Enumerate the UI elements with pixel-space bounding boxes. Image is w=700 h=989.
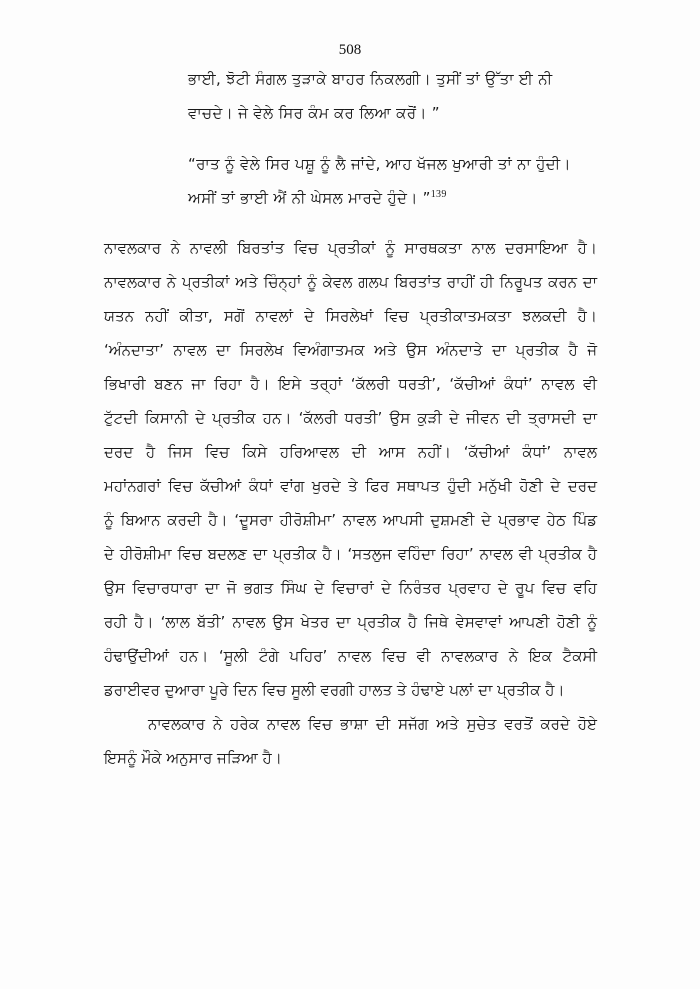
text-line: ਨੂੰ ਬਿਆਨ ਕਰਦੀ ਹੈ। ‘ਦੂਸਰਾ ਹੀਰੋਸ਼ੀਮਾ’ ਨਾਵਲ ਆਪਸੀ ਦੁਸ਼ਮਣੀ ਦੇ ਪ੍ਰਭਾਵ ਹੇਠ ਪਿੰਡ	[104, 511, 597, 529]
paragraph-2	[104, 707, 597, 775]
paragraph-1	[104, 231, 597, 707]
quote-line-with-footnote	[188, 181, 598, 215]
body-text	[104, 231, 597, 775]
text-line: ਉਸ ਵਿਚਾਰਧਾਰਾ ਦਾ ਜੋ ਭਗਤ ਸਿੰਘ ਦੇ ਵਿਚਾਰਾਂ ਦੇ ਨਿਰੰਤਰ ਪ੍ਰਵਾਹ ਦੇ ਰੂਪ ਵਿਚ ਵਹਿ	[104, 579, 597, 597]
text-line: ਭਿਖਾਰੀ ਬਣਨ ਜਾ ਰਿਹਾ ਹੈ। ਇਸੇ ਤਰ੍ਹਾਂ ‘ਕੱਲਰੀ ਧਰਤੀ’, ‘ਕੱਚੀਆਂ ਕੰਧਾਂ’ ਨਾਵਲ ਵੀ	[104, 375, 597, 393]
text-line: ਨਾਵਲਕਾਰ ਨੇ ਨਾਵਲੀ ਬਿਰਤਾਂਤ ਵਿਚ ਪ੍ਰਤੀਕਾਂ ਨੂੰ ਸਾਰਥਕਤਾ ਨਾਲ ਦਰਸਾਇਆ ਹੈ।	[104, 239, 597, 257]
text-line: ਮਹਾਂਨਗਰਾਂ ਵਿਚ ਕੱਚੀਆਂ ਕੰਧਾਂ ਵਾਂਗ ਖੁਰਦੇ ਤੇ ਫਿਰ ਸਥਾਪਤ ਹੁੰਦੀ ਮਨੁੱਖੀ ਹੋਣੀ ਦੇ ਦਰਦ	[104, 477, 597, 495]
quote-line: ਭਾਈ, ਝੋਟੀ ਸੰਗਲ ਤੁੜਾਕੇ ਬਾਹਰ ਨਿਕਲਗੀ। ਤੁਸੀਂ ਤਾਂ ਉੱਤਾ ਈ ਨੀ	[188, 70, 553, 88]
quote-line-text: ਅਸੀਂ ਤਾਂ ਭਾਈ ਐਂ ਨੀ ਘੇਸਲ ਮਾਰਦੇ ਹੁੰਦੇ। ”	[188, 189, 431, 207]
text-line: ਨਾਵਲਕਾਰ ਨੇ ਹਰੇਕ ਨਾਵਲ ਵਿਚ ਭਾਸ਼ਾ ਦੀ ਸਜੱਗ ਅਤੇ ਸੁਚੇਤ ਵਰਤੋਂ ਕਰਦੇ ਹੋਏ	[148, 715, 597, 733]
text-line: ਯਤਨ ਨਹੀਂ ਕੀਤਾ, ਸਗੋਂ ਨਾਵਲਾਂ ਦੇ ਸਿਰਲੇਖਾਂ ਵਿਚ ਪ੍ਰਤੀਕਾਤਮਕਤਾ ਝਲਕਦੀ ਹੈ।	[104, 307, 597, 325]
page-number: 508	[338, 42, 362, 58]
text-line: ਰਹੀ ਹੈ। ‘ਲਾਲ ਬੱਤੀ’ ਨਾਵਲ ਉਸ ਖੇਤਰ ਦਾ ਪ੍ਰਤੀਕ ਹੈ ਜਿਥੇ ਵੇਸਵਾਵਾਂ ਆਪਣੀ ਹੋਣੀ ਨੂੰ	[104, 613, 597, 631]
footnote-reference: 139	[430, 189, 447, 200]
quote-block-2	[188, 147, 598, 215]
text-line: ਨਾਵਲਕਾਰ ਨੇ ਪ੍ਰਤੀਕਾਂ ਅਤੇ ਚਿੰਨ੍ਹਾਂ ਨੂੰ ਕੇਵਲ ਗਲਪ ਬਿਰਤਾਂਤ ਰਾਹੀਂ ਹੀ ਨਿਰੂਪਤ ਕਰਨ ਦਾ	[104, 273, 597, 291]
quote-line: ਵਾਚਦੇ। ਜੇ ਵੇਲੇ ਸਿਰ ਕੰਮ ਕਰ ਲਿਆ ਕਰੋਂ। ”	[188, 104, 440, 122]
text-line: ਦਰਦ ਹੈ ਜਿਸ ਵਿਚ ਕਿਸੇ ਹਰਿਆਵਲ ਦੀ ਆਸ ਨਹੀਂ। ‘ਕੱਚੀਆਂ ਕੰਧਾਂ’ ਨਾਵਲ	[104, 443, 597, 461]
text-line: ਇਸਨੂੰ ਮੌਕੇ ਅਨੁਸਾਰ ਜੜਿਆ ਹੈ।	[104, 749, 282, 767]
quote-line: “ਰਾਤ ਨੂੰ ਵੇਲੇ ਸਿਰ ਪਸ਼ੂ ਨੂੰ ਲੈ ਜਾਂਦੇ, ਆਹ ਖੱਜਲ ਖੁਆਰੀ ਤਾਂ ਨਾ ਹੁੰਦੀ।	[188, 155, 571, 173]
text-line: ਟੁੱਟਦੀ ਕਿਸਾਨੀ ਦੇ ਪ੍ਰਤੀਕ ਹਨ। ‘ਕੱਲਰੀ ਧਰਤੀ’ ਉਸ ਕੁੜੀ ਦੇ ਜੀਵਨ ਦੀ ਤ੍ਰਾਸਦੀ ਦਾ	[104, 409, 597, 427]
text-line: ਡਰਾਈਵਰ ਦੁਆਰਾ ਪੂਰੇ ਦਿਨ ਵਿਚ ਸੂਲੀ ਵਰਗੀ ਹਾਲਤ ਤੇ ਹੰਢਾਏ ਪਲਾਂ ਦਾ ਪ੍ਰਤੀਕ ਹੈ।	[104, 681, 565, 699]
quote-block-1	[188, 62, 598, 130]
text-line: ਹੰਢਾਉਂਦੀਆਂ ਹਨ। ‘ਸੂਲੀ ਟੰਗੇ ਪਹਿਰ’ ਨਾਵਲ ਵਿਚ ਵੀ ਨਾਵਲਕਾਰ ਨੇ ਇਕ ਟੈਕਸੀ	[104, 647, 597, 665]
text-line: ਦੇ ਹੀਰੋਸ਼ੀਮਾ ਵਿਚ ਬਦਲਣ ਦਾ ਪ੍ਰਤੀਕ ਹੈ। ‘ਸਤਲੁਜ ਵਹਿੰਦਾ ਰਿਹਾ’ ਨਾਵਲ ਵੀ ਪ੍ਰਤੀਕ ਹੈ	[104, 545, 597, 563]
text-line: ‘ਅੰਨਦਾਤਾ’ ਨਾਵਲ ਦਾ ਸਿਰਲੇਖ ਵਿਅੰਗਾਤਮਕ ਅਤੇ ਉਸ ਅੰਨਦਾਤੇ ਦਾ ਪ੍ਰਤੀਕ ਹੈ ਜੋ	[104, 341, 597, 359]
